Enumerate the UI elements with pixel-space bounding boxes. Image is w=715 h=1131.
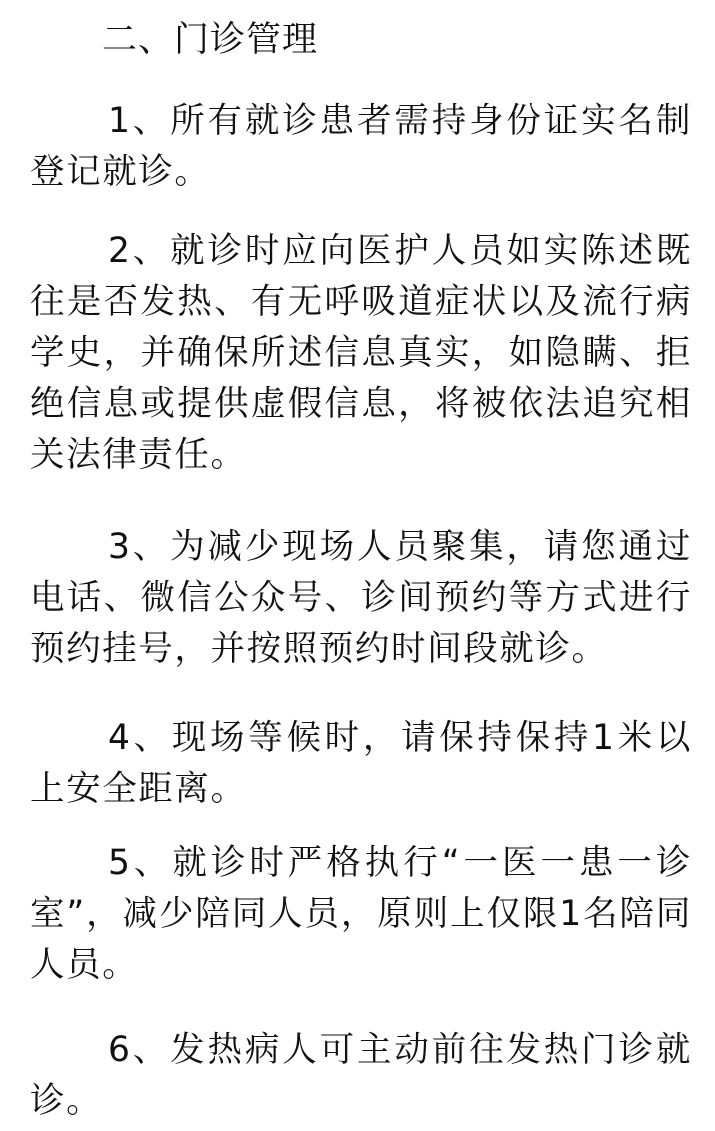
paragraph-1: 1、所有就诊患者需持身份证实名制登记就诊。: [30, 101, 692, 192]
paragraph-3: 3、为减少现场人员聚集，请您通过电话、微信公众号、诊间预约等方式进行预约挂号，并按照预约时间段就诊。: [30, 527, 692, 669]
paragraph-6: 6、发热病人可主动前往发热门诊就诊。: [30, 1030, 692, 1121]
paragraph-4: 4、现场等候时，请保持保持1米以上安全距离。: [30, 718, 692, 809]
paragraph-5: 5、就诊时严格执行“一医一患一诊室”，减少陪同人员，原则上仅限1名陪同人员。: [30, 843, 692, 985]
section-heading: 二、门诊管理: [102, 20, 319, 60]
paragraph-2: 2、就诊时应向医护人员如实陈述既往是否发热、有无呼吸道症状以及流行病学史，并确保所述信息真实，如隐瞒、拒绝信息或提供虚假信息，将被依法追究相关法律责任。: [30, 231, 692, 475]
